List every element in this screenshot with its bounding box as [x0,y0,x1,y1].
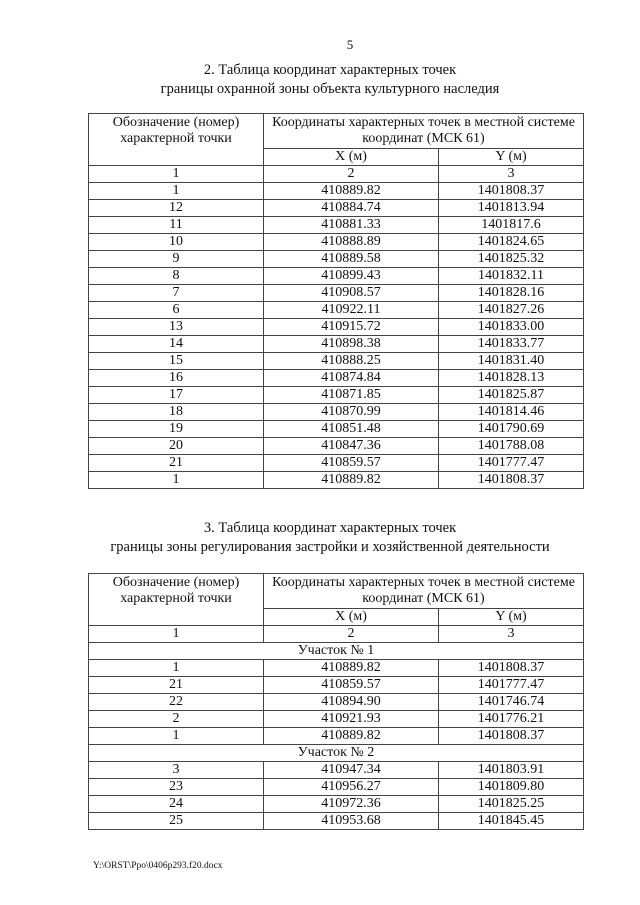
table2-title-line2: границы охранной зоны объекта культурного наследия [160,81,500,97]
table-row [89,336,584,353]
y-coordinate: 1401808.37 [439,183,584,200]
column-number: 2 [264,166,439,183]
table-row [89,404,584,421]
point-number: 15 [89,353,264,370]
header-coords-label: Координаты характерных точек в местной системе координат (МСК 61) [264,114,584,149]
point-number: 20 [89,438,264,455]
file-path-footer: Y:\ORST\Ppo\0406p293.f20.docx [93,861,223,871]
y-coordinate: 1401777.47 [439,455,584,472]
y-coordinate: 1401833.00 [439,319,584,336]
y-coordinate: 1401833.77 [439,336,584,353]
point-number: 23 [89,779,264,796]
table3 [88,573,584,830]
x-coordinate: 410881.33 [264,217,439,234]
x-coordinate: 410947.34 [264,762,439,779]
y-coordinate: 1401825.25 [439,796,584,813]
x-coordinate: 410921.93 [264,711,439,728]
table-row [89,353,584,370]
point-number: 2 [89,711,264,728]
point-number: 10 [89,234,264,251]
section-row [89,643,584,660]
x-coordinate: 410889.82 [264,183,439,200]
table-row [89,694,584,711]
point-number: 24 [89,796,264,813]
section-label: Участок № 2 [89,745,584,762]
y-coordinate: 1401817.6 [439,217,584,234]
point-number: 13 [89,319,264,336]
point-number: 17 [89,387,264,404]
y-coordinate: 1401803.91 [439,762,584,779]
point-number: 7 [89,285,264,302]
header-x-label: X (м) [264,609,439,626]
table-row [89,677,584,694]
column-number-row [89,166,584,183]
point-number: 1 [89,660,264,677]
column-number: 1 [89,626,264,643]
table2 [88,113,584,489]
table3-title-line2: границы зоны регулирования застройки и хозяйственной деятельности [110,539,550,555]
x-coordinate: 410851.48 [264,421,439,438]
y-coordinate: 1401828.13 [439,370,584,387]
column-number-row [89,626,584,643]
y-coordinate: 1401824.65 [439,234,584,251]
x-coordinate: 410899.43 [264,268,439,285]
table-row [89,813,584,830]
x-coordinate: 410908.57 [264,285,439,302]
header-coords-label: Координаты характерных точек в местной системе координат (МСК 61) [264,574,584,609]
table-row [89,438,584,455]
header-point-label: Обозначение (номер) характерной точки [89,114,264,166]
header-point-label: Обозначение (номер) характерной точки [89,574,264,626]
y-coordinate: 1401746.74 [439,694,584,711]
x-coordinate: 410898.38 [264,336,439,353]
page-number: 5 [346,37,354,52]
y-coordinate: 1401827.26 [439,302,584,319]
table-row [89,319,584,336]
header-row [89,574,584,609]
point-number: 1 [89,728,264,745]
table-row [89,779,584,796]
x-coordinate: 410922.11 [264,302,439,319]
x-coordinate: 410889.82 [264,728,439,745]
x-coordinate: 410953.68 [264,813,439,830]
point-number: 11 [89,217,264,234]
x-coordinate: 410888.89 [264,234,439,251]
table-row [89,421,584,438]
y-coordinate: 1401808.37 [439,472,584,489]
y-coordinate: 1401808.37 [439,660,584,677]
y-coordinate: 1401777.47 [439,677,584,694]
point-number: 12 [89,200,264,217]
y-coordinate: 1401825.32 [439,251,584,268]
table3-title [60,519,600,557]
section-label: Участок № 1 [89,643,584,660]
header-y-label: Y (м) [439,609,584,626]
point-number: 22 [89,694,264,711]
table3-title-line1: 3. Таблица координат характерных точек [203,520,457,536]
header-x-label: X (м) [264,149,439,166]
point-number: 21 [89,677,264,694]
x-coordinate: 410889.82 [264,660,439,677]
x-coordinate: 410972.36 [264,796,439,813]
table-row [89,455,584,472]
x-coordinate: 410874.84 [264,370,439,387]
point-number: 6 [89,302,264,319]
table-row [89,660,584,677]
point-number: 1 [89,472,264,489]
column-number: 2 [264,626,439,643]
table-row [89,183,584,200]
x-coordinate: 410956.27 [264,779,439,796]
table-row [89,387,584,404]
y-coordinate: 1401808.37 [439,728,584,745]
point-number: 21 [89,455,264,472]
point-number: 14 [89,336,264,353]
point-number: 19 [89,421,264,438]
y-coordinate: 1401788.08 [439,438,584,455]
table-row [89,472,584,489]
point-number: 1 [89,183,264,200]
table2-title [60,61,600,99]
table-row [89,711,584,728]
y-coordinate: 1401828.16 [439,285,584,302]
point-number: 3 [89,762,264,779]
x-coordinate: 410847.36 [264,438,439,455]
y-coordinate: 1401832.11 [439,268,584,285]
table-row [89,234,584,251]
y-coordinate: 1401831.40 [439,353,584,370]
x-coordinate: 410915.72 [264,319,439,336]
x-coordinate: 410859.57 [264,677,439,694]
table-row [89,370,584,387]
x-coordinate: 410884.74 [264,200,439,217]
x-coordinate: 410870.99 [264,404,439,421]
table-row [89,217,584,234]
x-coordinate: 410889.58 [264,251,439,268]
x-coordinate: 410889.82 [264,472,439,489]
x-coordinate: 410894.90 [264,694,439,711]
y-coordinate: 1401825.87 [439,387,584,404]
table-row [89,268,584,285]
table-row [89,728,584,745]
table2-title-line1: 2. Таблица координат характерных точек [203,62,457,78]
column-number: 3 [439,166,584,183]
table-row [89,302,584,319]
header-y-label: Y (м) [439,149,584,166]
table-row [89,762,584,779]
x-coordinate: 410888.25 [264,353,439,370]
point-number: 9 [89,251,264,268]
section-row [89,745,584,762]
y-coordinate: 1401814.46 [439,404,584,421]
table-row [89,200,584,217]
y-coordinate: 1401790.69 [439,421,584,438]
x-coordinate: 410871.85 [264,387,439,404]
x-coordinate: 410859.57 [264,455,439,472]
point-number: 16 [89,370,264,387]
table-row [89,796,584,813]
header-row [89,114,584,149]
column-number: 3 [439,626,584,643]
point-number: 25 [89,813,264,830]
y-coordinate: 1401776.21 [439,711,584,728]
y-coordinate: 1401845.45 [439,813,584,830]
column-number: 1 [89,166,264,183]
point-number: 18 [89,404,264,421]
table-row [89,285,584,302]
y-coordinate: 1401813.94 [439,200,584,217]
y-coordinate: 1401809.80 [439,779,584,796]
table-row [89,251,584,268]
point-number: 8 [89,268,264,285]
